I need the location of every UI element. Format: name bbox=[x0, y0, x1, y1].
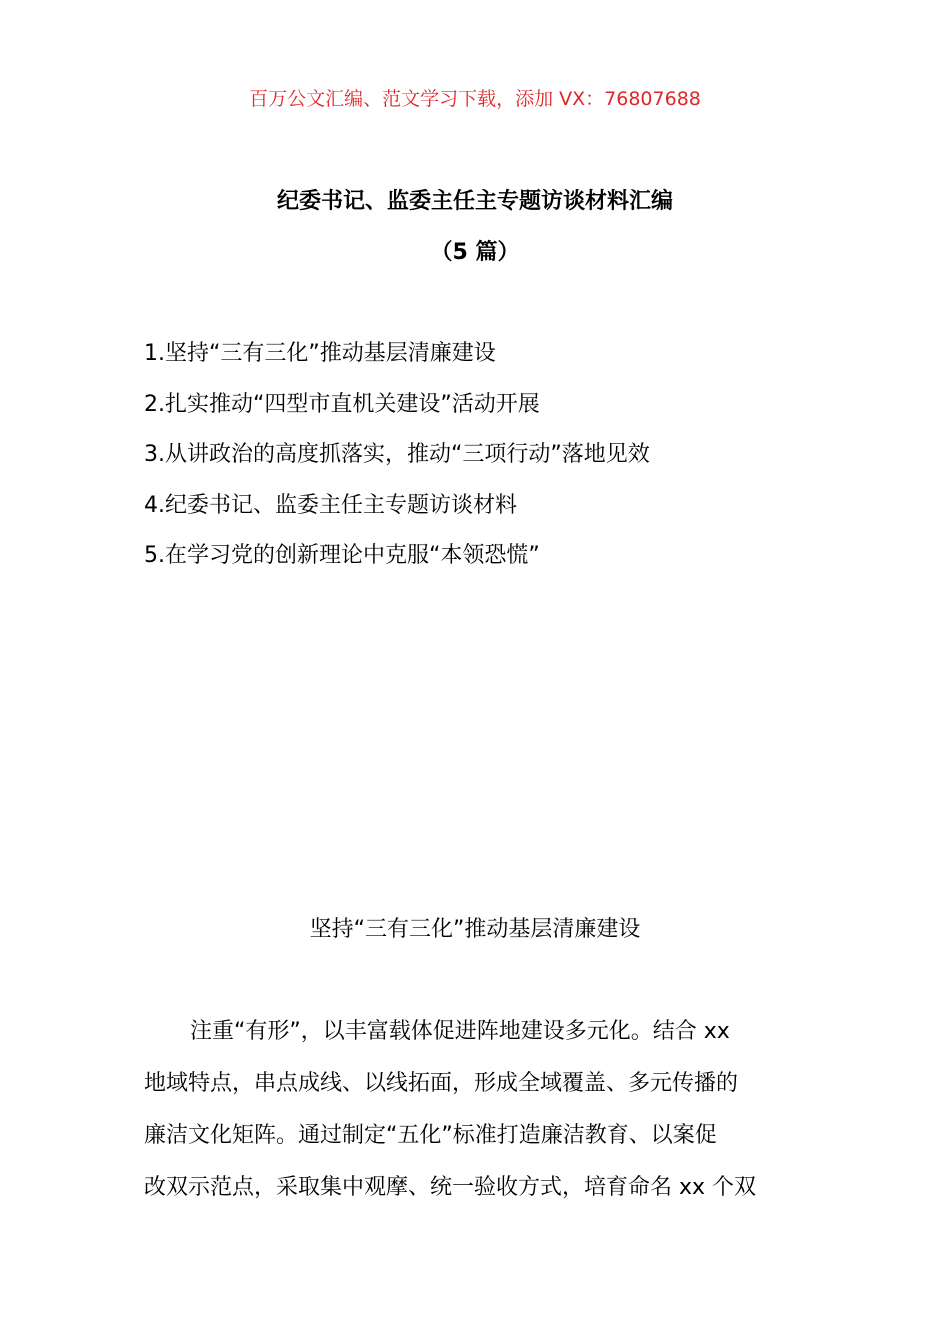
toc-item: 3.从讲政治的高度抓落实，推动“三项行动”落地见效 bbox=[144, 442, 650, 467]
watermark-header: 百万公文汇编、范文学习下载，添加 VX：76807688 bbox=[249, 88, 701, 110]
toc-item: 5.在学习党的创新理论中克服“本领恐慌” bbox=[144, 543, 540, 568]
toc-item: 4.纪委书记、监委主任主专题访谈材料 bbox=[144, 493, 517, 518]
document-subtitle: （5 篇） bbox=[430, 240, 520, 265]
paragraph-line: 地域特点，串点成线、以线拓面，形成全域覆盖、多元传播的 bbox=[144, 1071, 739, 1096]
paragraph-line: 注重“有形”，以丰富载体促进阵地建设多元化。结合 xx bbox=[190, 1019, 730, 1044]
paragraph-line: 廉洁文化矩阵。通过制定“五化”标准打造廉洁教育、以案促 bbox=[144, 1123, 717, 1148]
document-title: 纪委书记、监委主任主专题访谈材料汇编 bbox=[276, 189, 673, 214]
toc-item: 1.坚持“三有三化”推动基层清廉建设 bbox=[144, 341, 496, 366]
paragraph-line: 改双示范点，采取集中观摩、统一验收方式，培育命名 xx 个双 bbox=[144, 1175, 757, 1200]
section-heading: 坚持“三有三化”推动基层清廉建设 bbox=[309, 917, 641, 942]
toc-item: 2.扎实推动“四型市直机关建设”活动开展 bbox=[144, 392, 540, 417]
